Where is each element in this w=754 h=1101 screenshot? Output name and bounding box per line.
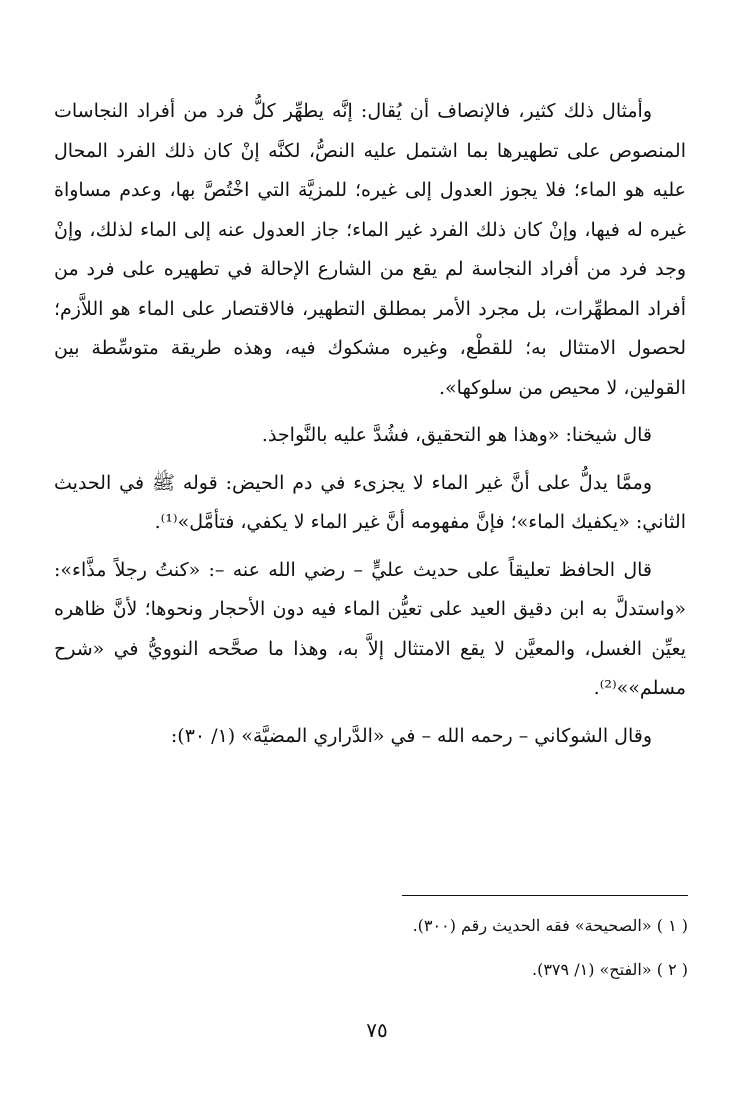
footnote-1: ( ١ ) «الصحيحة» فقه الحديث رقم (٣٠٠). <box>412 916 688 935</box>
footnote-2: ( ٢ ) «الفتح» (١/ ٣٧٩). <box>532 960 688 979</box>
paragraph-4: قال الحافظ تعليقاً على حديث عليٍّ – رضي الله عنه –: «كنتُ رجلاً مذَّاء»: «واستدلَّ به ابن دقيق العيد على تعيُّن الماء فيه دون الأحجار ونحوها؛ لأنَّ ظاهره يعيِّن الغسل، والمعيَّن لا يقع الامتثال إلاَّ به، وهذا ما صحَّحه النوويُّ في «شرح مسلم»»⁽²⁾. <box>54 558 686 699</box>
paragraph-3: وممَّا يدلُّ على أنَّ غير الماء لا يجزىء في دم الحيض: قوله ﷺ في الحديث الثاني: «يكفيك الماء»؛ فإنَّ مفهومه أنَّ غير الماء لا يكفي، فتأمَّل»⁽¹⁾. <box>54 471 686 533</box>
paragraph-2: قال شيخنا: «وهذا هو التحقيق، فشُدَّ عليه بالنَّواجذ. <box>261 424 652 446</box>
page-number: ٧٥ <box>366 1018 388 1042</box>
footnote-divider <box>402 895 688 896</box>
main-text <box>54 92 686 756</box>
footnotes <box>56 904 688 992</box>
paragraph-5: وقال الشوكاني – رحمه الله – في «الدَّراري المضيَّة» (١/ ٣٠): <box>170 724 652 747</box>
paragraph-1: وأمثال ذلك كثير، فالإنصاف أن يُقال: إنَّه يطهِّر كلُّ فرد من أفراد النجاسات المنصوص على تطهيرها بما اشتمل عليه النصُّ، لكنَّه إنْ كان ذلك الفرد المحال عليه هو الماء؛ فلا يجوز العدول إلى غيره؛ للمزيَّة التي اخْتُصَّ بها، وعدم مساواة غيره له فيها، وإنْ كان ذلك الفرد غير الماء؛ جاز العدول عنه إلى الماء لذلك، وإنْ وجد فرد من أفراد النجاسة لم يقع من الشارع الإحالة في تطهيره على فرد من أفراد المطهِّرات، بل مجرد الأمر بمطلق التطهير، فالاقتصار على الماء هو اللاَّزم؛ لحصول الامتثال به؛ للقطْع، وغيره مشكوك فيه، وهذه طريقة متوسِّطة بين القولين، لا محيص من سلوكها». <box>54 100 686 399</box>
